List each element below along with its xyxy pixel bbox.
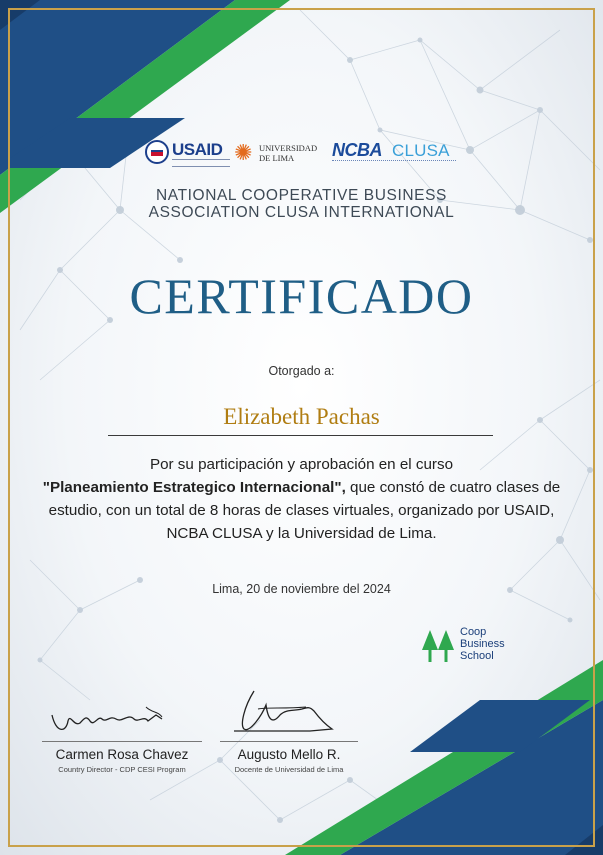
signature-2-line — [220, 741, 358, 742]
awarded-to-label: Otorgado a: — [268, 364, 335, 378]
recipient-name: Elizabeth Pachas — [223, 404, 380, 429]
certificate-title: CERTIFICADO — [129, 268, 474, 324]
body-rest: que constó de cuatro clases de estudio, con un total de 8 horas de clases virtuales, organizado por USAID, NCBA CLUSA y la Universidad de Lima. — [48, 479, 561, 542]
certificate-body-text — [40, 453, 563, 545]
organization-name — [0, 187, 603, 221]
partner-logos — [0, 138, 603, 168]
signature-1-image — [38, 685, 206, 741]
usaid-tagline — [172, 159, 230, 167]
name-underline — [108, 435, 493, 436]
signature-1-name: Carmen Rosa Chavez — [55, 747, 189, 762]
usaid-logo-text: USAID — [172, 140, 223, 159]
ncba-logo-text: NCBA — [332, 140, 382, 160]
organization-line-2: ASSOCIATION CLUSA INTERNATIONAL — [148, 204, 455, 221]
signature-2-image — [214, 685, 364, 741]
organization-line-1: NATIONAL COOPERATIVE BUSINESS — [155, 187, 447, 204]
issue-date: Lima, 20 de noviembre del 2024 — [212, 582, 391, 596]
coop-logo-text: Coop Business School — [460, 626, 505, 662]
sun-flower-icon: ✺ — [234, 140, 253, 165]
pine-trees-icon — [422, 628, 456, 664]
signature-1-line — [42, 741, 202, 742]
signature-2-name: Augusto Mello R. — [237, 747, 341, 762]
course-name: "Planeamiento Estrategico Internacional", — [42, 479, 346, 496]
body-intro: Por su participación y aprobación en el curso — [149, 456, 454, 473]
ncba-tagline — [332, 160, 456, 165]
ulima-logo-text: UNIVERSIDAD DE LIMA — [259, 143, 318, 163]
signature-1-role: Country Director - CDP CESI Program — [58, 765, 186, 774]
signature-2-role: Docente de Universidad de Lima — [234, 765, 344, 774]
clusa-logo-text: CLUSA — [392, 141, 450, 160]
usaid-seal-icon — [145, 140, 169, 164]
coop-business-school-logo — [422, 626, 532, 666]
